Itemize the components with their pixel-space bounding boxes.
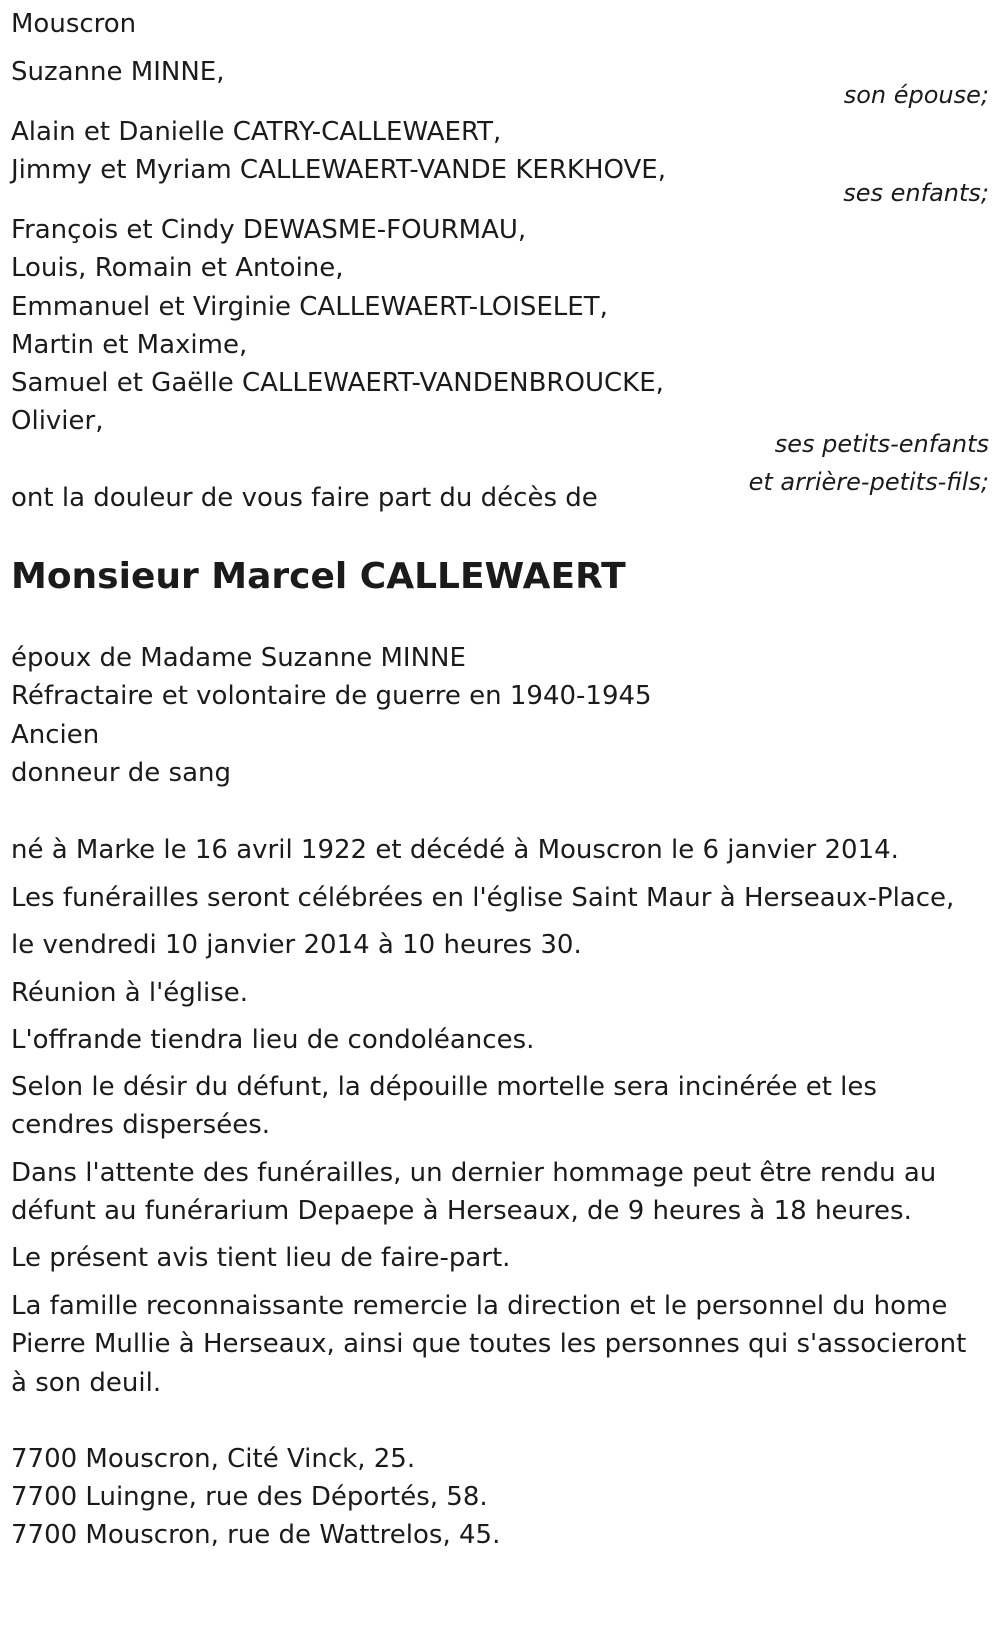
child-line: Jimmy et Myriam CALLEWAERT-VANDE KERKHOVE, [11, 155, 666, 185]
thanks-line: La famille reconnaissante remercie la direction et le personnel du home [11, 1291, 948, 1321]
deceased-detail: Ancien [11, 720, 100, 750]
meeting-line: Réunion à l'église. [11, 978, 249, 1008]
offering-line: L'offrande tiendra lieu de condoléances. [11, 1025, 535, 1055]
spouse-role: son épouse; [843, 81, 989, 109]
grandchild-line: Olivier, [11, 406, 104, 436]
city-heading: Mouscron [11, 9, 137, 39]
deceased-detail: époux de Madame Suzanne MINNE [11, 643, 466, 673]
address-line: 7700 Mouscron, Cité Vinck, 25. [11, 1444, 416, 1474]
cremation-line: cendres dispersées. [11, 1110, 271, 1140]
great-grandchildren-role: et arrière-petits-fils; [748, 468, 989, 496]
child-line: Alain et Danielle CATRY-CALLEWAERT, [11, 117, 502, 147]
grandchildren-role: ses petits-enfants [774, 430, 989, 458]
birth-death-line: né à Marke le 16 avril 1922 et décédé à Mouscron le 6 janvier 2014. [11, 835, 899, 865]
grandchild-line: Emmanuel et Virginie CALLEWAERT-LOISELET, [11, 292, 608, 322]
spouse-name: Suzanne MINNE, [11, 57, 225, 87]
funeral-line: Les funérailles seront célébrées en l'église Saint Maur à Herseaux-Place, [11, 883, 955, 913]
thanks-line: Pierre Mullie à Herseaux, ainsi que toutes les personnes qui s'associeront [11, 1329, 967, 1359]
deceased-detail: donneur de sang [11, 758, 232, 788]
notice-line: Le présent avis tient lieu de faire-part. [11, 1243, 511, 1273]
deceased-name: Monsieur Marcel CALLEWAERT [11, 556, 626, 597]
grandchild-line: Samuel et Gaëlle CALLEWAERT-VANDENBROUCKE, [11, 368, 664, 398]
address-line: 7700 Mouscron, rue de Wattrelos, 45. [11, 1520, 501, 1550]
grandchild-line: Louis, Romain et Antoine, [11, 253, 344, 283]
announcement-text: ont la douleur de vous faire part du décès de [11, 483, 598, 513]
grandchild-line: Martin et Maxime, [11, 330, 248, 360]
funeral-date-line: le vendredi 10 janvier 2014 à 10 heures 30. [11, 930, 582, 960]
address-line: 7700 Luingne, rue des Déportés, 58. [11, 1482, 488, 1512]
tribute-line: défunt au funérarium Depaepe à Herseaux, de 9 heures à 18 heures. [11, 1196, 912, 1226]
thanks-line: à son deuil. [11, 1368, 162, 1398]
children-role: ses enfants; [843, 179, 989, 207]
tribute-line: Dans l'attente des funérailles, un dernier hommage peut être rendu au [11, 1158, 937, 1188]
grandchild-line: François et Cindy DEWASME-FOURMAU, [11, 215, 527, 245]
cremation-line: Selon le désir du défunt, la dépouille mortelle sera incinérée et les [11, 1072, 877, 1102]
deceased-detail: Réfractaire et volontaire de guerre en 1940-1945 [11, 681, 652, 711]
